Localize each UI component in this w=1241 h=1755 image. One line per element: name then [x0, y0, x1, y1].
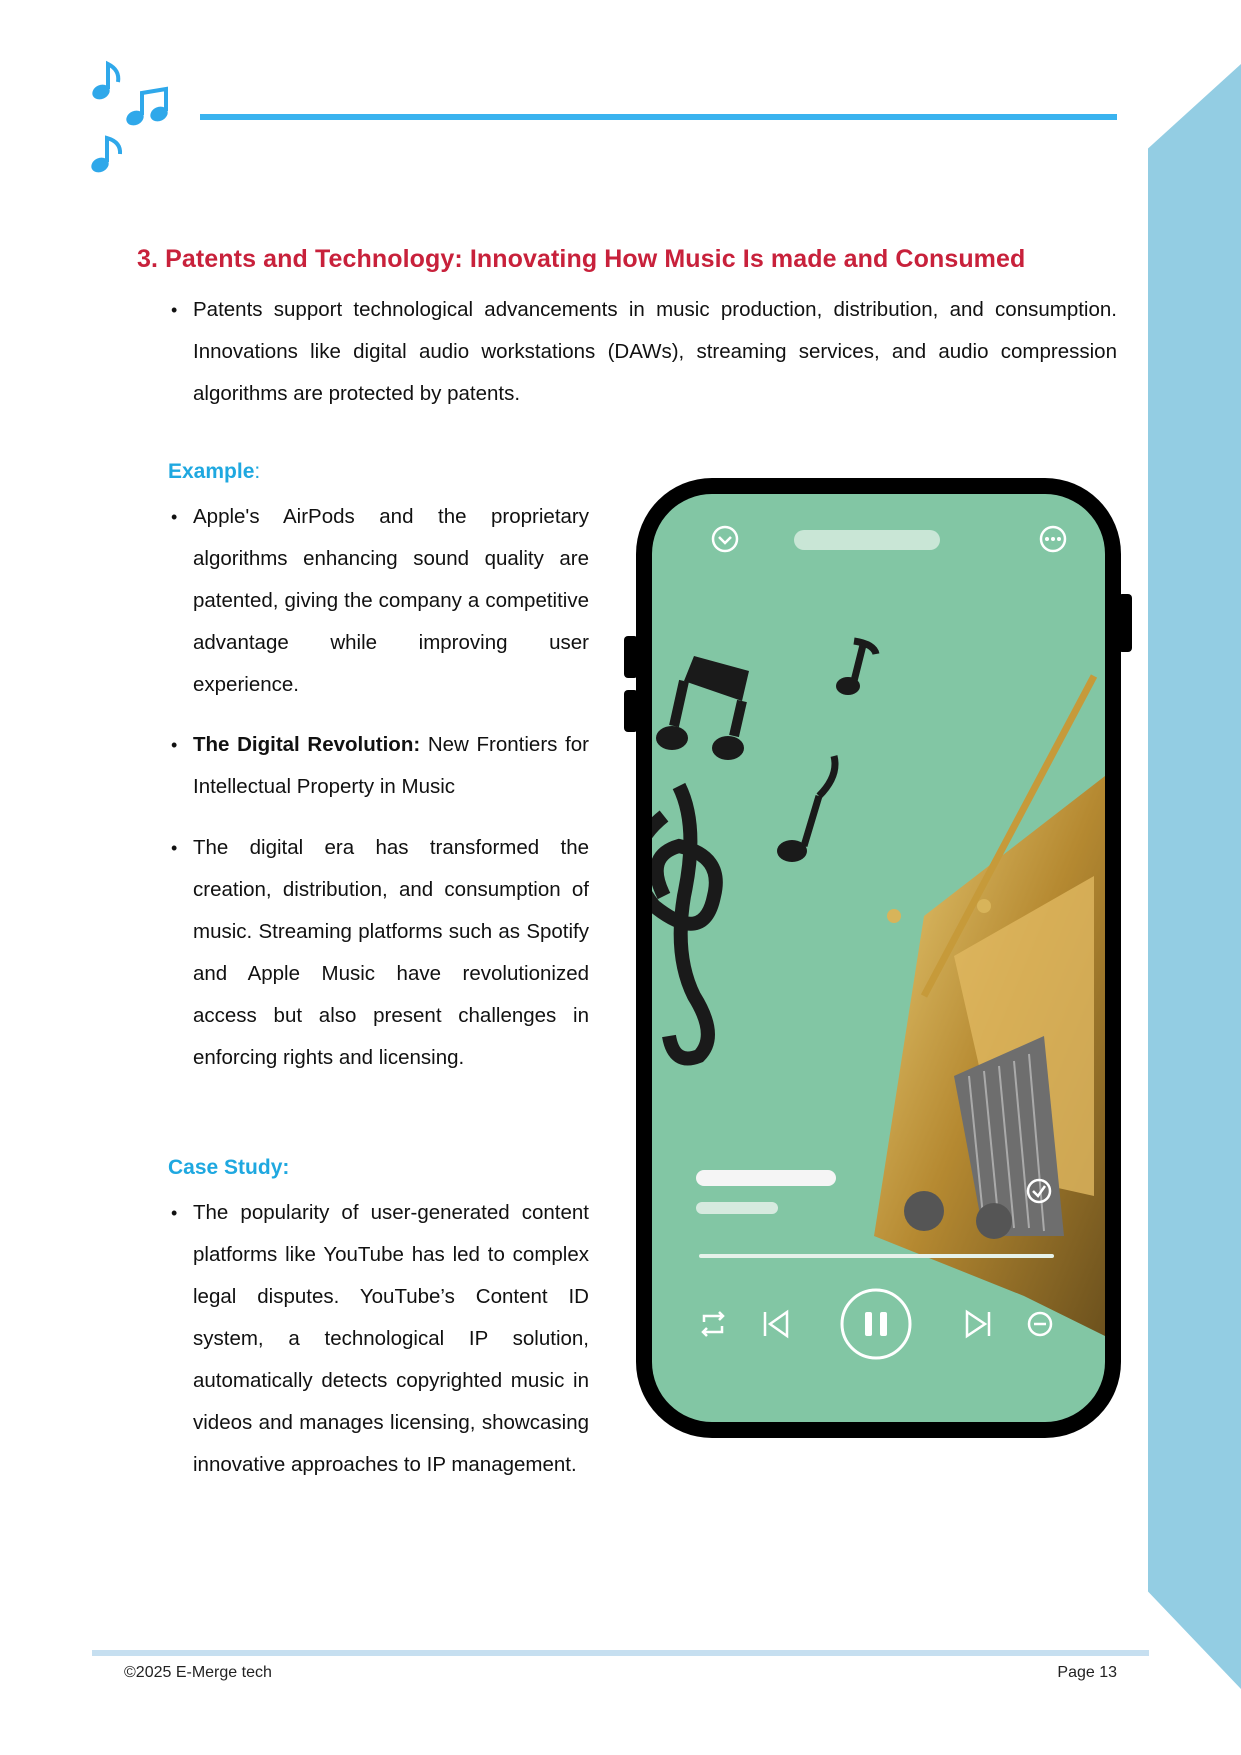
footer-rule	[92, 1650, 1149, 1656]
example-bullet-digital-era: • The digital era has transformed the creation, distribution, and consumption of music. Streaming platforms such as Spotify and Apple Music have revolutionized access but also present challenges in enforcing rights and licensing.	[193, 827, 589, 1079]
volume-down-button	[624, 690, 638, 732]
footer-copyright: ©2025 E-Merge tech	[124, 1664, 272, 1681]
music-notes-icon	[88, 60, 184, 180]
bullet-bold-lead: The Digital Revolution:	[193, 733, 421, 756]
example-bullet-digital-revolution: • The Digital Revolution: New Frontiers for Intellectual Property in Music	[193, 724, 589, 808]
example-label: Example:	[168, 460, 261, 483]
song-name-placeholder	[696, 1170, 836, 1186]
phone-music-player	[624, 476, 1132, 1440]
case-study-label: Case Study:	[168, 1156, 290, 1179]
artist-name-placeholder	[696, 1202, 778, 1214]
intro-bullet: • Patents support technological advancements in music production, distribution, and consumption. Innovations like digital audio workstations (DAWs), streaming services, and audio compression algorithms are protected by patents.	[193, 289, 1117, 415]
example-bullet-airpods: • Apple's AirPods and the proprietary algorithms enhancing sound quality are patented, giving the company a competitive advantage while improving user experience.	[193, 496, 589, 706]
section-title: 3. Patents and Technology: Innovating How Music Is made and Consumed	[137, 245, 1026, 273]
footer-page-number: Page 13	[1057, 1664, 1117, 1681]
side-decor-band	[1148, 64, 1241, 1689]
track-title-placeholder	[794, 530, 940, 550]
volume-up-button	[624, 636, 638, 678]
case-study-bullet-youtube: • The popularity of user-generated content platforms like YouTube has led to complex legal disputes. YouTube’s Content ID system, a technological IP solution, automatically detects copyrighted music in videos and manages licensing, showcasing innovative approaches to IP management.	[193, 1192, 589, 1486]
header-rule	[200, 114, 1117, 120]
